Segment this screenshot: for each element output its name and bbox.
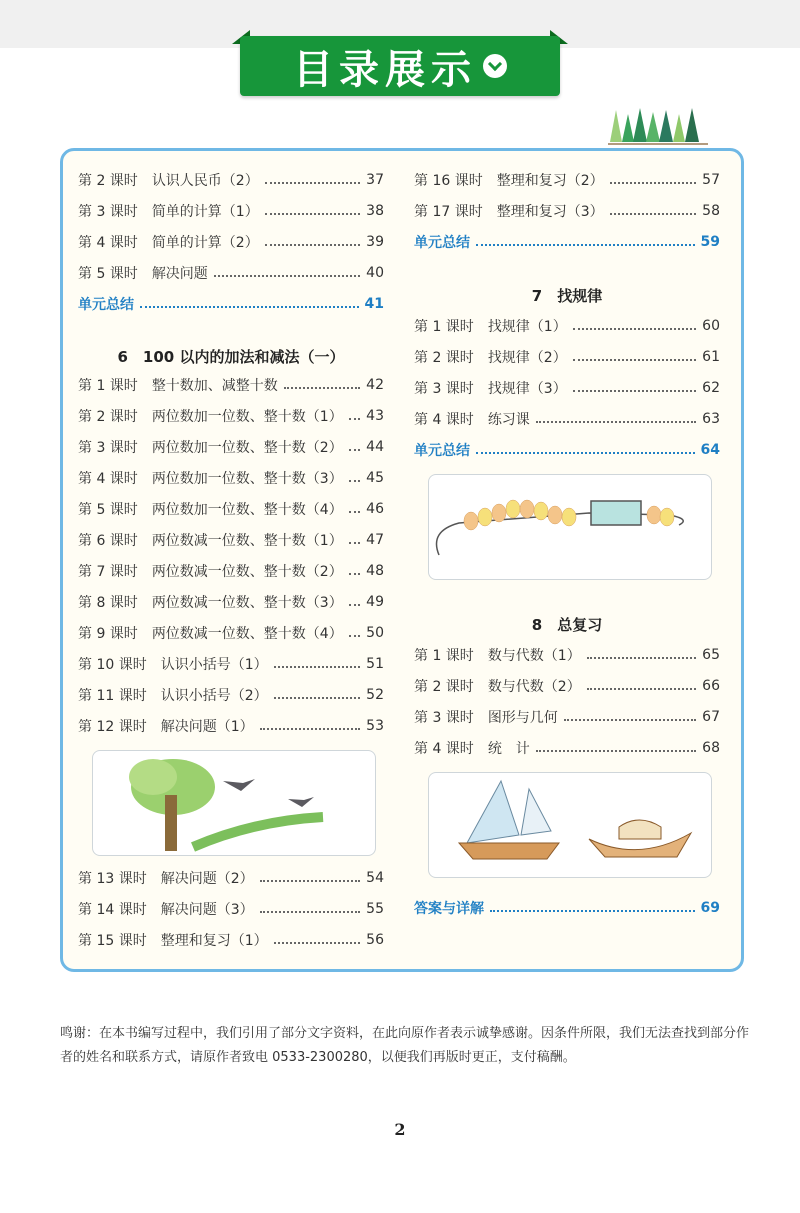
dot-leader: [274, 697, 361, 699]
lesson-title: 找规律（1）: [487, 319, 567, 335]
toc-entry[interactable]: [414, 168, 720, 192]
toc-entry[interactable]: [414, 643, 720, 667]
dot-leader: [610, 182, 697, 184]
page-ref: 53: [366, 718, 384, 734]
lesson-number: 第 2 课时: [414, 350, 474, 366]
dot-leader: [587, 688, 696, 690]
toc-entry[interactable]: [78, 199, 384, 223]
lesson-title: 两位数加一位数、整十数（3）: [151, 471, 343, 487]
lesson-number: 第 3 课时: [414, 381, 474, 397]
section-8-heading: 8 总复习: [531, 616, 603, 634]
lesson-title: 整理和复习（1）: [160, 933, 268, 949]
page-ref: 42: [366, 377, 384, 393]
page-ref: 63: [702, 411, 720, 427]
lesson-title: 解决问题（1）: [160, 719, 254, 735]
lesson-number: 第 13 课时: [78, 871, 147, 887]
lesson-title: 找规律（3）: [487, 381, 567, 397]
page-ref: 61: [702, 349, 720, 365]
lesson-title: 数与代数（1）: [487, 648, 581, 664]
page-ref: 44: [366, 439, 384, 455]
lesson-number: 第 3 课时: [414, 710, 474, 726]
dot-leader: [214, 275, 360, 277]
dot-leader: [573, 359, 696, 361]
toc-entry[interactable]: [78, 621, 384, 645]
page-ref: 66: [702, 678, 720, 694]
toc-entry[interactable]: [78, 928, 384, 952]
toc-entry[interactable]: [78, 866, 384, 890]
lesson-number: 第 3 课时: [78, 204, 138, 220]
lesson-title: 认识人民币（2）: [151, 173, 259, 189]
toc-entry[interactable]: [78, 714, 384, 738]
lesson-title: 找规律（2）: [487, 350, 567, 366]
page-ref: 62: [702, 380, 720, 396]
page-ref: 51: [366, 656, 384, 672]
page-ref: 48: [366, 563, 384, 579]
lesson-number: 单元总结: [414, 235, 470, 251]
dot-leader: [610, 213, 697, 215]
lesson-number: 第 4 课时: [414, 412, 474, 428]
lesson-number: 第 16 课时: [414, 173, 483, 189]
lesson-number: 答案与详解: [414, 901, 484, 917]
page-ref: 55: [366, 901, 384, 917]
page-ref: 43: [366, 408, 384, 424]
lesson-number: 第 17 课时: [414, 204, 483, 220]
page-ref: 40: [366, 265, 384, 281]
lesson-number: 第 15 课时: [78, 933, 147, 949]
dot-leader: [536, 750, 696, 752]
dot-leader: [573, 390, 696, 392]
dot-leader: [349, 449, 360, 451]
toc-entry[interactable]: [78, 466, 384, 490]
lesson-number: 第 14 课时: [78, 902, 147, 918]
toc-entry[interactable]: [414, 674, 720, 698]
dot-leader: [274, 942, 361, 944]
lesson-number: 第 11 课时: [78, 688, 147, 704]
lesson-title: 解决问题（3）: [160, 902, 254, 918]
dot-leader: [476, 244, 695, 246]
dot-leader: [349, 418, 360, 420]
lesson-title: 整十数加、减整十数: [151, 378, 278, 394]
dot-leader: [564, 719, 696, 721]
toc-entry[interactable]: [78, 373, 384, 397]
lesson-number: 单元总结: [78, 297, 134, 313]
lesson-number: 第 2 课时: [78, 409, 138, 425]
dot-leader: [265, 182, 360, 184]
lesson-title: 两位数减一位数、整十数（3）: [151, 595, 343, 611]
dot-leader: [260, 911, 361, 913]
lesson-title: 两位数加一位数、整十数（4）: [151, 502, 343, 518]
page-ref: 45: [366, 470, 384, 486]
toc-entry[interactable]: [414, 199, 720, 223]
lesson-number: 第 10 课时: [78, 657, 147, 673]
lesson-number: 第 7 课时: [78, 564, 138, 580]
illustration-bead-string: [428, 474, 712, 580]
page-ref: 60: [702, 318, 720, 334]
lesson-number: 第 4 课时: [78, 471, 138, 487]
trees-decoration-icon: [608, 104, 708, 148]
lesson-number: 第 1 课时: [414, 319, 474, 335]
page-ref: 69: [700, 900, 720, 916]
page-ref: 68: [702, 740, 720, 756]
dot-leader: [284, 387, 360, 389]
lesson-title: 数与代数（2）: [487, 679, 581, 695]
dot-leader: [140, 306, 359, 308]
toc-entry[interactable]: [78, 897, 384, 921]
toc-entry[interactable]: [414, 705, 720, 729]
lesson-title: 整理和复习（2）: [496, 173, 604, 189]
toc-entry[interactable]: [414, 376, 720, 400]
page-ref: 47: [366, 532, 384, 548]
toc-entry[interactable]: [414, 314, 720, 338]
lesson-title: 认识小括号（1）: [160, 657, 268, 673]
lesson-title: 整理和复习（3）: [496, 204, 604, 220]
banner-ribbon: [240, 36, 560, 96]
lesson-number: 单元总结: [414, 443, 470, 459]
lesson-title: 解决问题: [151, 266, 208, 282]
dot-leader: [587, 657, 696, 659]
page-ref: 59: [700, 234, 720, 250]
toc-entry[interactable]: [78, 528, 384, 552]
dot-leader: [536, 421, 696, 423]
toc-entry[interactable]: [414, 407, 720, 431]
dot-leader: [349, 511, 360, 513]
page-ref: 64: [700, 442, 720, 458]
toc-summary-entry[interactable]: [78, 292, 384, 316]
lesson-title: 简单的计算（2）: [151, 235, 259, 251]
lesson-title: 解决问题（2）: [160, 871, 254, 887]
toc-entry[interactable]: [78, 435, 384, 459]
page-ref: 67: [702, 709, 720, 725]
dot-leader: [349, 635, 360, 637]
lesson-number: 第 4 课时: [414, 741, 474, 757]
lesson-number: 第 3 课时: [78, 440, 138, 456]
dot-leader: [349, 480, 360, 482]
toc-entry[interactable]: [78, 652, 384, 676]
lesson-title: 简单的计算（1）: [151, 204, 259, 220]
toc-entry[interactable]: [414, 736, 720, 760]
toc-entry[interactable]: [78, 559, 384, 583]
toc-entry[interactable]: [78, 261, 384, 285]
page-ref: 54: [366, 870, 384, 886]
dot-leader: [265, 244, 360, 246]
page-ref: 37: [366, 172, 384, 188]
dot-leader: [476, 452, 695, 454]
lesson-title: 两位数加一位数、整十数（1）: [151, 409, 343, 425]
lesson-number: 第 2 课时: [414, 679, 474, 695]
dot-leader: [490, 910, 695, 912]
lesson-number: 第 8 课时: [78, 595, 138, 611]
toc-entry[interactable]: [78, 168, 384, 192]
lesson-number: 第 5 课时: [78, 266, 138, 282]
acknowledgement-text: 鸣谢：在本书编写过程中，我们引用了部分文字资料，在此向原作者表示诚挚感谢。因条件所限，我们无法查找到部分作者的姓名和联系方式，请原作者致电 0533-2300280，以便我们再版时更正，支付稿酬。: [60, 1026, 750, 1065]
lesson-title: 两位数减一位数、整十数（4）: [151, 626, 343, 642]
page-ref: 57: [702, 172, 720, 188]
toc-entry[interactable]: [78, 497, 384, 521]
page-ref: 65: [702, 647, 720, 663]
page-ref: 49: [366, 594, 384, 610]
page-ref: 58: [702, 203, 720, 219]
lesson-title: 认识小括号（2）: [160, 688, 268, 704]
lesson-number: 第 4 课时: [78, 235, 138, 251]
lesson-title: 统 计: [487, 741, 530, 757]
lesson-number: 第 6 课时: [78, 533, 138, 549]
lesson-number: 第 12 课时: [78, 719, 147, 735]
illustration-boats: [428, 772, 712, 878]
section-6-heading: 6 100 以内的加法和减法（一）: [117, 348, 345, 366]
page-ref: 39: [366, 234, 384, 250]
toc-summary-entry[interactable]: [414, 230, 720, 254]
dot-leader: [260, 728, 361, 730]
toc-summary-entry[interactable]: [414, 896, 720, 920]
chevron-down-icon: [483, 54, 507, 78]
dot-leader: [349, 573, 360, 575]
page-number: 2: [394, 1120, 406, 1139]
illustration-tree-birds: [92, 750, 376, 856]
page-ref: 50: [366, 625, 384, 641]
toc-entry[interactable]: [78, 404, 384, 428]
dot-leader: [260, 880, 361, 882]
lesson-number: 第 2 课时: [78, 173, 138, 189]
dot-leader: [349, 604, 360, 606]
page-ref: 46: [366, 501, 384, 517]
dot-leader: [274, 666, 361, 668]
lesson-title: 练习课: [487, 412, 530, 428]
lesson-number: 第 1 课时: [78, 378, 138, 394]
section-7-heading: 7 找规律: [531, 287, 603, 305]
toc-entry[interactable]: [414, 345, 720, 369]
page-ref: 41: [364, 296, 384, 312]
lesson-number: 第 5 课时: [78, 502, 138, 518]
page-title: 目录展示: [293, 46, 477, 93]
lesson-title: 两位数减一位数、整十数（2）: [151, 564, 343, 580]
lesson-title: 两位数减一位数、整十数（1）: [151, 533, 343, 549]
lesson-title: 两位数加一位数、整十数（2）: [151, 440, 343, 456]
lesson-title: 图形与几何: [487, 710, 558, 726]
page-ref: 56: [366, 932, 384, 948]
toc-entry[interactable]: [78, 590, 384, 614]
header-banner: [232, 30, 568, 98]
dot-leader: [265, 213, 360, 215]
page-ref: 38: [366, 203, 384, 219]
dot-leader: [573, 328, 696, 330]
tree-birds-image: [93, 751, 375, 855]
toc-entry[interactable]: [78, 683, 384, 707]
lesson-number: 第 1 课时: [414, 648, 474, 664]
bead-string-image: [429, 475, 711, 579]
toc-summary-entry[interactable]: [414, 438, 720, 462]
page-ref: 52: [366, 687, 384, 703]
boats-image: [429, 773, 711, 877]
dot-leader: [349, 542, 360, 544]
lesson-number: 第 9 课时: [78, 626, 138, 642]
toc-entry[interactable]: [78, 230, 384, 254]
